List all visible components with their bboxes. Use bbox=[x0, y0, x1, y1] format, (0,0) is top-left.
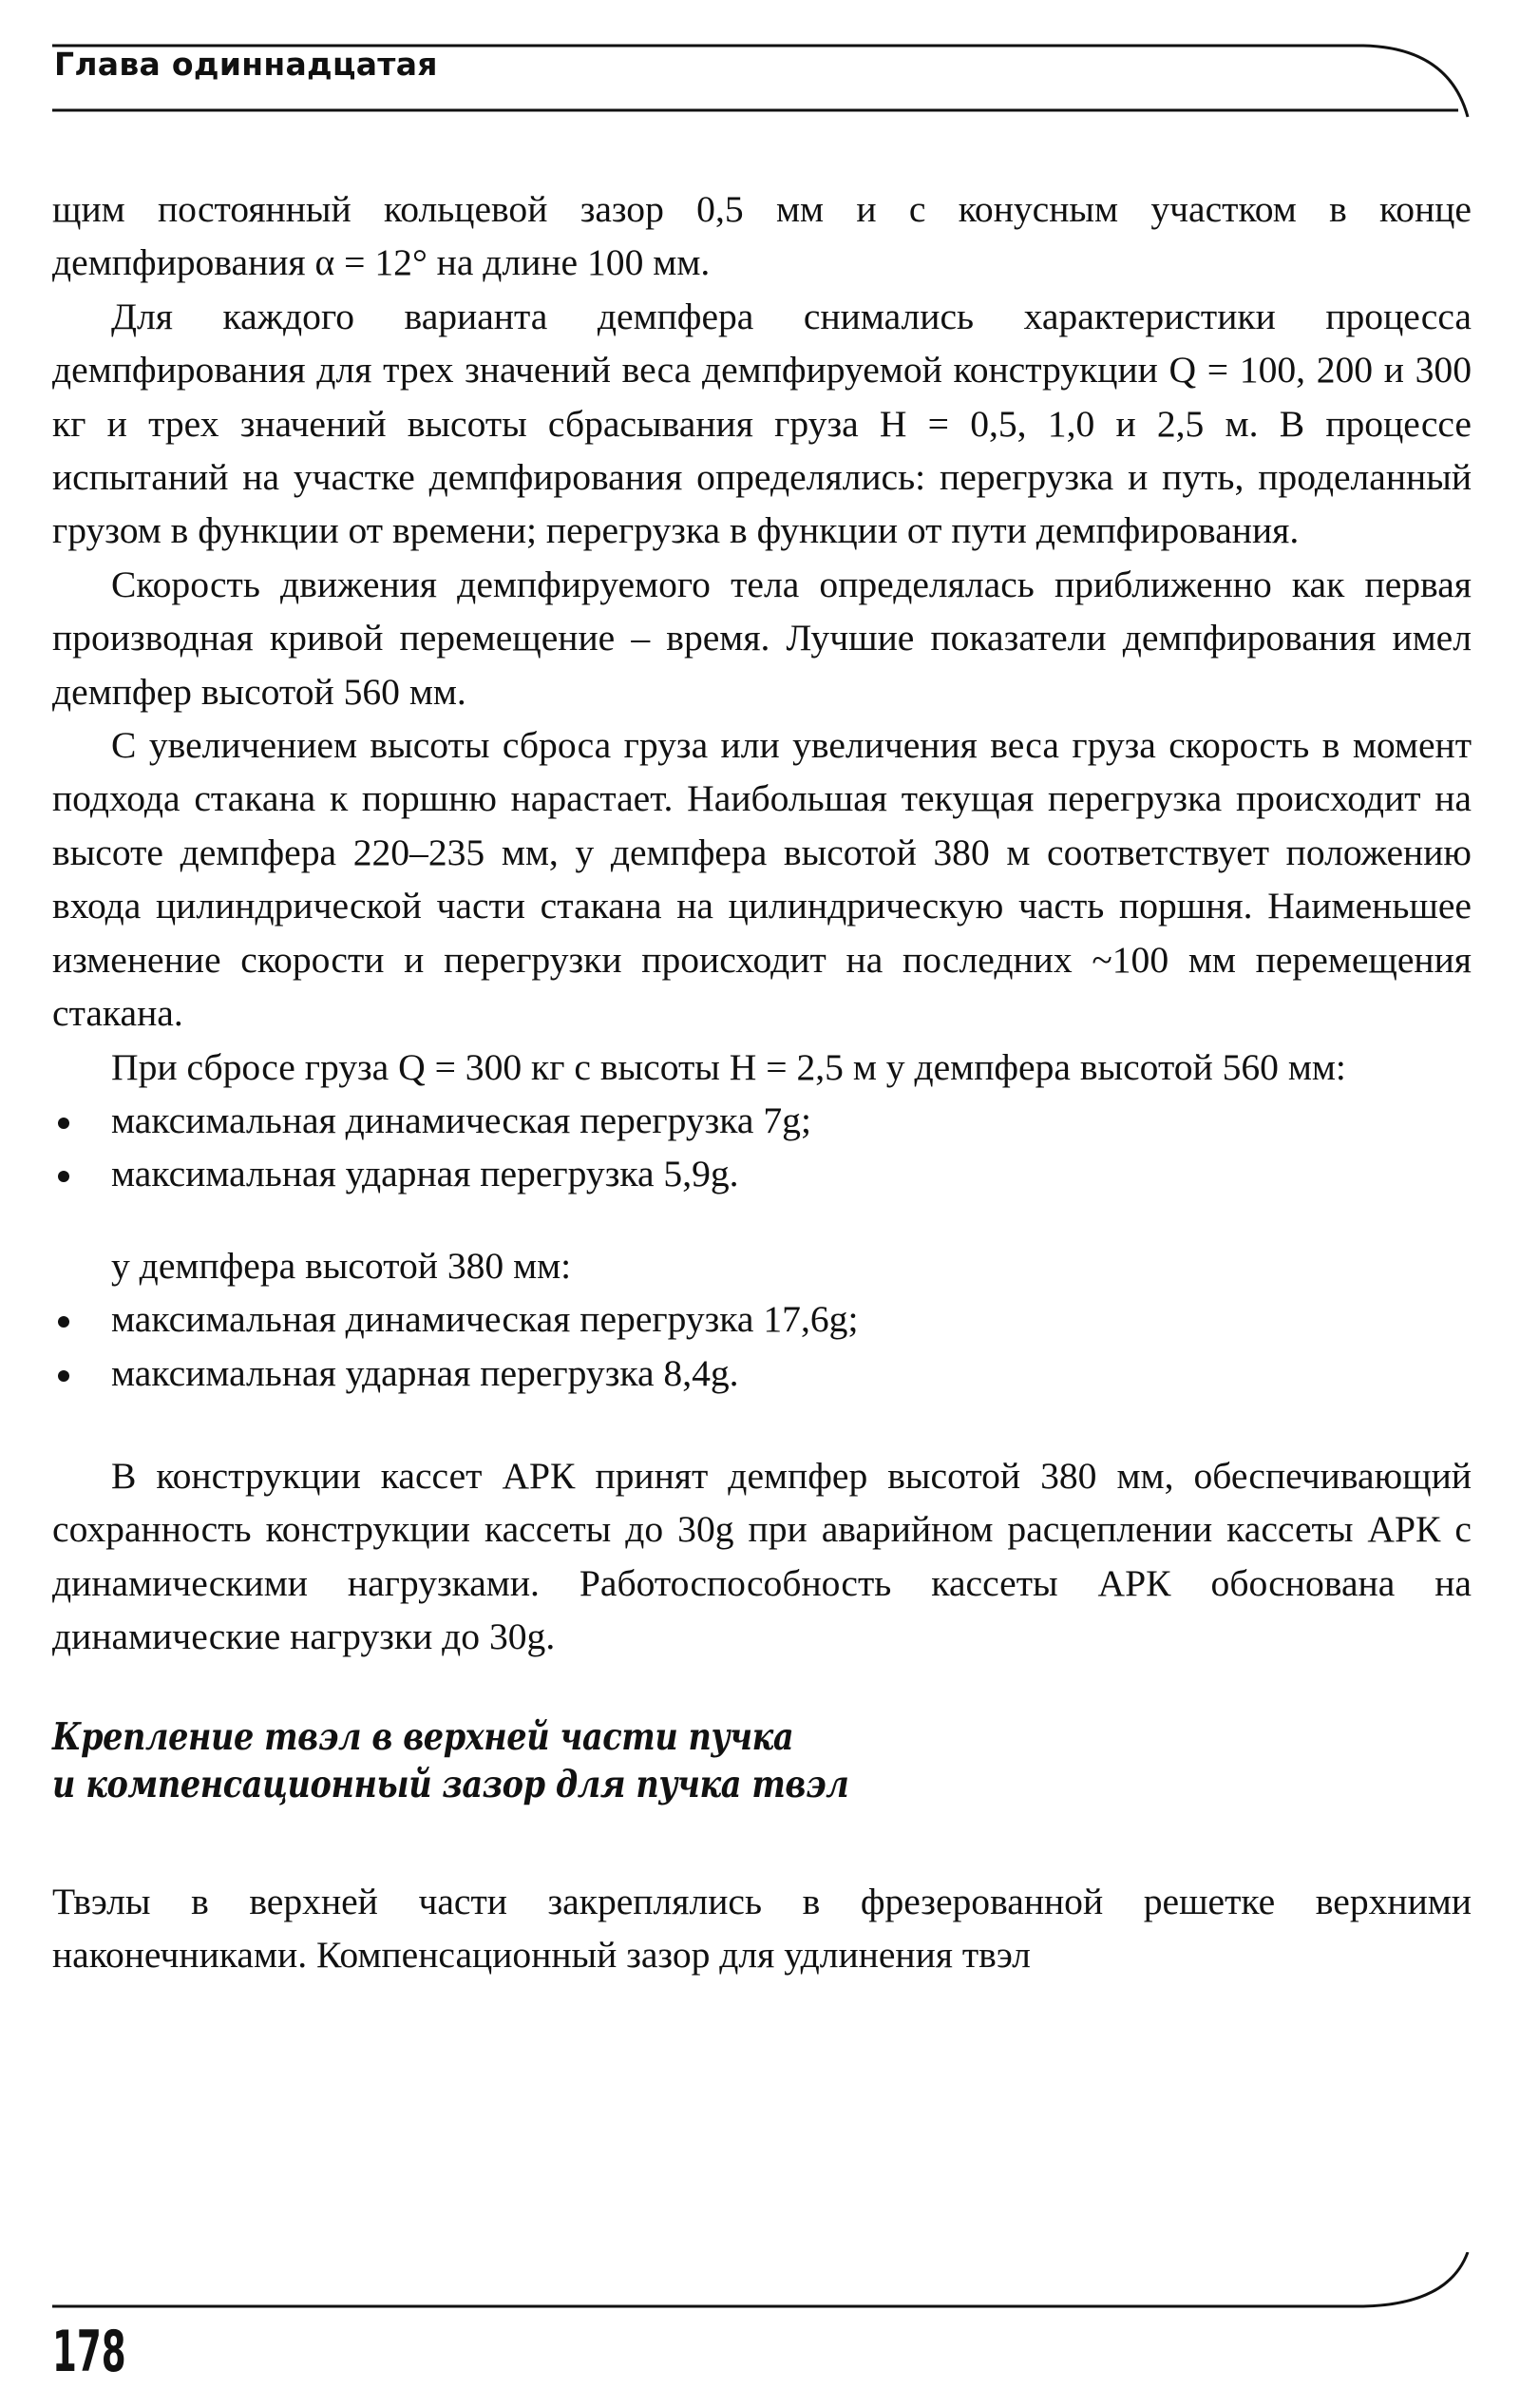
paragraph-drop-test: При сбросе груза Q = 300 кг с высоты H = 2,5 м у демпфера высотой 560 мм: bbox=[111, 1045, 1346, 1088]
paragraph-final: Твэлы в верхней части закреплялись в фрезерованной решетке верхними наконечниками. Компенсационный зазор для удлинения твэл bbox=[52, 1880, 1472, 1976]
paragraph-conclusion: В конструкции кассет АРК принят демпфер высотой 380 мм, обеспечивающий сохранность конструкции кассеты до 30g при аварийном расцеплении кассеты АРК с динамическими нагрузками. Работоспособность кассеты АРК обоснована на динамические нагрузки до 30g. bbox=[52, 1454, 1472, 1658]
page-body bbox=[52, 182, 1472, 1981]
paragraph-damper-tests: Для каждого варианта демпфера снимались характеристики процесса демпфирования для трех значений веса демпфируемой конструкции Q = 100, 200 и 300 кг и трех значений высоты сбрасывания груза H = 0,5, 1,0 и 2,5 м. В процессе испытаний на участке демпфирования определялись: перегрузка и путь, проделанный грузом в функции от времени; перегрузка в функции от пути демпфирования. bbox=[52, 295, 1472, 552]
list-item-text: максимальная ударная перегрузка 5,9g. bbox=[111, 1153, 739, 1195]
list-item-text: максимальная динамическая перегрузка 17,6g; bbox=[111, 1298, 859, 1341]
bullet-icon bbox=[58, 1118, 69, 1129]
paragraph-speed: Скорость движения демпфируемого тела определялась приближенно как первая производная кривой перемещение – время. Лучшие показатели демпфирования имел демпфер высотой 560 мм. bbox=[52, 563, 1472, 713]
section-title bbox=[52, 1713, 1273, 1808]
bullet-icon bbox=[58, 1370, 69, 1382]
chapter-title: Глава одиннадцатая bbox=[54, 46, 438, 83]
section-title-line-1: Крепление твэл в верхней части пучка bbox=[52, 1714, 794, 1759]
paragraph-overload: С увеличением высоты сброса груза или увеличения веса груза скорость в момент подхода стакана к поршню нарастает. Наибольшая текущая перегрузка происходит на высоте демпфера 220–235 мм, у демпфера высотой 380 м соответствует положению входа цилиндрической части стакана на цилиндрическую часть поршня. Наименьшее изменение скорости и перегрузки происходит на последних ~100 мм перемещения стакана. bbox=[52, 724, 1472, 1035]
bullet-list-380 bbox=[52, 1292, 1472, 1400]
bullet-list-560 bbox=[52, 1094, 1472, 1201]
header-rule bbox=[52, 27, 1477, 131]
list-item bbox=[52, 1292, 1472, 1346]
list-item bbox=[52, 1347, 1472, 1400]
running-header bbox=[52, 46, 1468, 112]
footer-rule bbox=[52, 2252, 1477, 2309]
section-title-line-2: и компенсационный зазор для пучка твэл bbox=[52, 1762, 849, 1806]
list-item-text: максимальная ударная перегрузка 8,4g. bbox=[111, 1351, 739, 1394]
list-item bbox=[52, 1094, 1472, 1147]
intro-380: у демпфера высотой 380 мм: bbox=[111, 1244, 572, 1287]
list-item bbox=[52, 1147, 1472, 1200]
bullet-icon bbox=[58, 1171, 69, 1182]
list-item-text: максимальная динамическая перегрузка 7g; bbox=[111, 1099, 811, 1141]
paragraph-continuation: щим постоянный кольцевой зазор 0,5 мм и с конусным участком в конце демпфирования α = 12° на длине 100 мм. bbox=[52, 188, 1472, 284]
bullet-icon bbox=[58, 1316, 69, 1328]
page-number: 178 bbox=[52, 2319, 126, 2385]
